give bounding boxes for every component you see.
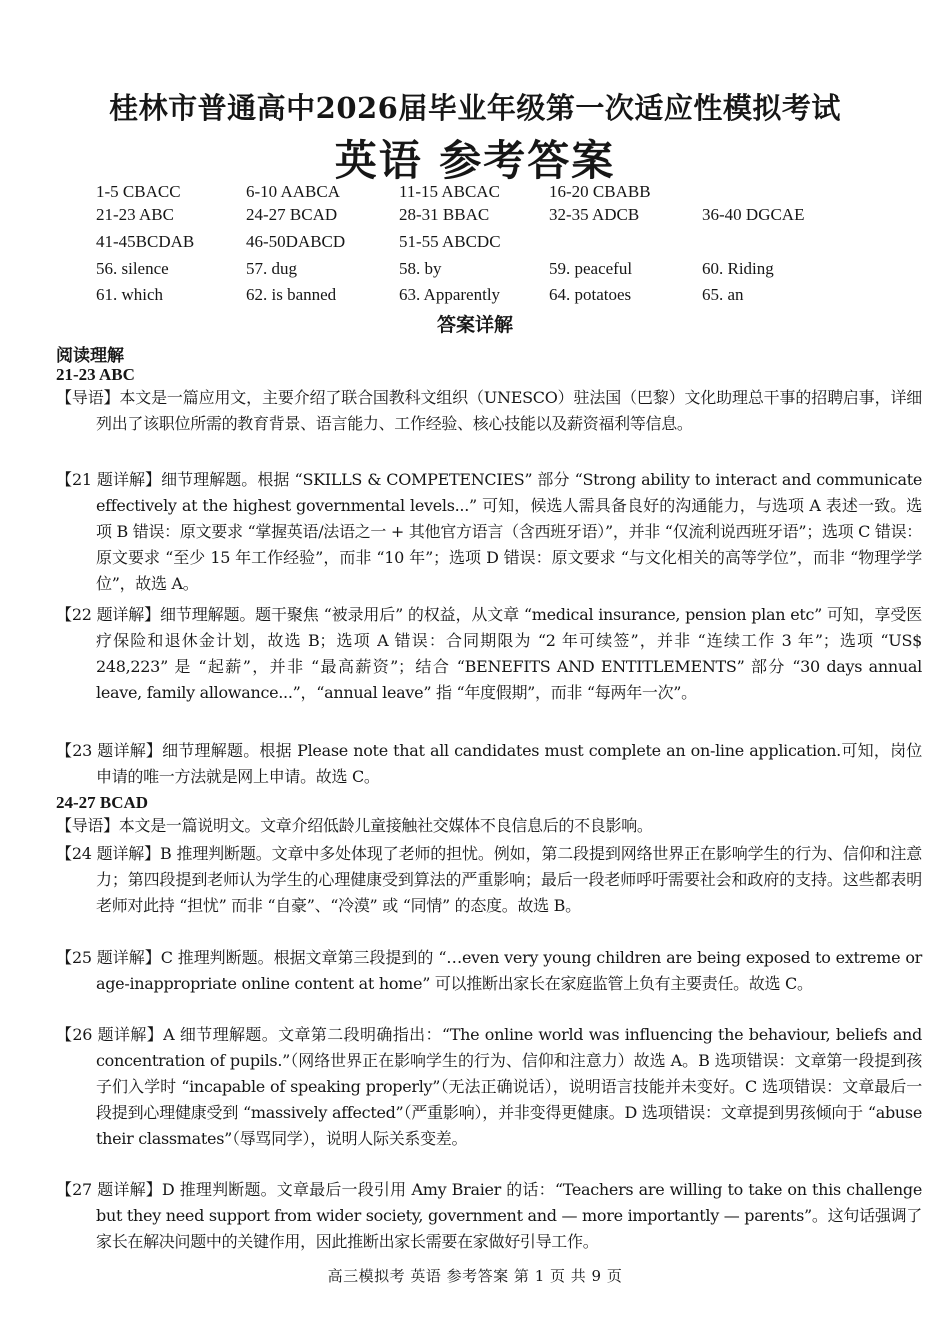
answer-key-item: 32-35 ADCB	[549, 205, 640, 224]
answer-key-item: 63. Apparently	[399, 285, 501, 304]
answer-key-item: 6-10 AABCA	[246, 182, 340, 201]
answer-key-item: 28-31 BBAC	[399, 205, 490, 224]
answer-key-item: 58. by	[399, 259, 442, 278]
answer-key-title: 英语 参考答案	[334, 136, 616, 185]
answer-key-item: 16-20 CBABB	[549, 182, 651, 201]
explanation-q26: 【26 题详解】A 细节理解题。文章第二段明确指出：“The online world was influencing the behaviour, beliefs and concentration of pupils.”（网络世界正在影响学生的行为、信仰和注意力）故选 A。B 选项错误：文章第一段提到孩子们入学时 “incapable of speaking properly”（无法正确说话），说明语言技能并未变好。C 选项错误：文章最后一段提到心理健康受到 “massively affected”（严重影响），并非变得更健康。D 选项错误：文章提到男孩倾向于 “abuse their classmates”（辱骂同学），说明人际关系变差。	[56, 1025, 922, 1148]
group-label: 24-27 BCAD	[56, 793, 149, 812]
answer-key-item: 64. potatoes	[549, 285, 632, 304]
section-heading: 答案详解	[436, 314, 513, 336]
explanation-q22: 【22 题详解】细节理解题。题干聚焦 “被录用后” 的权益，从文章 “medical insurance, pension plan etc” 可知，享受医疗保险和退休金计划，故选 B；选项 A 错误：合同期限为 “2 年可续签”，并非 “连续工作 3 年”；选项 “US$ 248,223” 是 “起薪”，并非 “最高薪资”；结合 “BENEFITS AND ENTITLEMENTS” 部分 “30 days annual leave, family allowance...”，“annual leave” 指 “年度假期”，而非 “每两年一次”。	[56, 605, 922, 702]
exam-title: 桂林市普通高中2026届毕业年级第一次适应性模拟考试	[109, 91, 841, 125]
answer-key-item: 11-15 ABCAC	[399, 182, 500, 201]
answer-key-item: 36-40 DGCAE	[702, 205, 805, 224]
answer-key-item: 21-23 ABC	[96, 205, 174, 224]
answer-key-item: 1-5 CBACC	[96, 182, 181, 201]
answer-key-item: 56. silence	[96, 259, 169, 278]
answer-key-item: 46-50DABCD	[246, 232, 346, 251]
explanation-q23: 【23 题详解】细节理解题。根据 Please note that all candidates must complete an on-line application.可知，岗位申请的唯一方法就是网上申请。故选 C。	[56, 741, 922, 786]
page-footer: 高三模拟考 英语 参考答案 第 1 页 共 9 页	[327, 1267, 623, 1285]
answer-key-item: 24-27 BCAD	[246, 205, 338, 224]
answer-key-item: 61. which	[96, 285, 164, 304]
explanation-q24: 【24 题详解】B 推理判断题。文章中多处体现了老师的担忧。例如，第二段提到网络世界正在影响学生的行为、信仰和注意力；第四段提到老师认为学生的心理健康受到算法的严重影响；最后一段老师呼吁需要社会和政府的支持。这些都表明老师对此持 “担忧” 而非 “自豪”、“冷漠” 或 “同情” 的态度。故选 B。	[56, 844, 922, 915]
answer-key-item: 60. Riding	[702, 259, 774, 278]
answer-key-item: 62. is banned	[246, 285, 337, 304]
guide-paragraph: 【导语】本文是一篇应用文，主要介绍了联合国教科文组织（UNESCO）驻法国（巴黎）文化助理总干事的招聘启事，详细列出了该职位所需的教育背景、语言能力、工作经验、核心技能以及薪资福利等信息。	[56, 388, 922, 433]
answer-key-item: 51-55 ABCDC	[399, 232, 501, 251]
explanation-q21: 【21 题详解】细节理解题。根据 “SKILLS & COMPETENCIES” 部分 “Strong ability to interact and communicate effectively at the highest governmental levels...” 可知，候选人需具备良好的沟通能力，与选项 A 表述一致。选项 B 错误：原文要求 “掌握英语/法语之一 + 其他官方语言（含西班牙语）”，并非 “仅流利说西班牙语”；选项 C 错误：原文要求 “至少 15 年工作经验”，而非 “10 年”；选项 D 错误：原文要求 “与文化相关的高等学位”，而非 “物理学学位”，故选 A。	[56, 470, 922, 593]
explanation-q27: 【27 题详解】D 推理判断题。文章最后一段引用 Amy Braier 的话：“Teachers are willing to take on this challenge but they need support from wider society, government and — more importantly — parents”。这句话强调了家长在解决问题中的关键作用，因此推断出家长需要在家做好引导工作。	[56, 1180, 922, 1251]
explanation-q25: 【25 题详解】C 推理判断题。根据文章第三段提到的 “…even very young children are being exposed to extreme or age-inappropriate online content at home” 可以推断出家长在家庭监管上负有主要责任。故选 C。	[56, 948, 922, 993]
answer-key-item: 41-45BCDAB	[96, 232, 195, 251]
group-label: 21-23 ABC	[56, 365, 135, 384]
answer-key-item: 57. dug	[246, 259, 297, 278]
answer-key-item: 65. an	[702, 285, 744, 304]
reading-heading: 阅读理解	[56, 346, 124, 365]
guide-paragraph: 【导语】本文是一篇说明文。文章介绍低龄儿童接触社交媒体不良信息后的不良影响。	[56, 816, 653, 835]
answer-key-item: 59. peaceful	[549, 259, 633, 278]
